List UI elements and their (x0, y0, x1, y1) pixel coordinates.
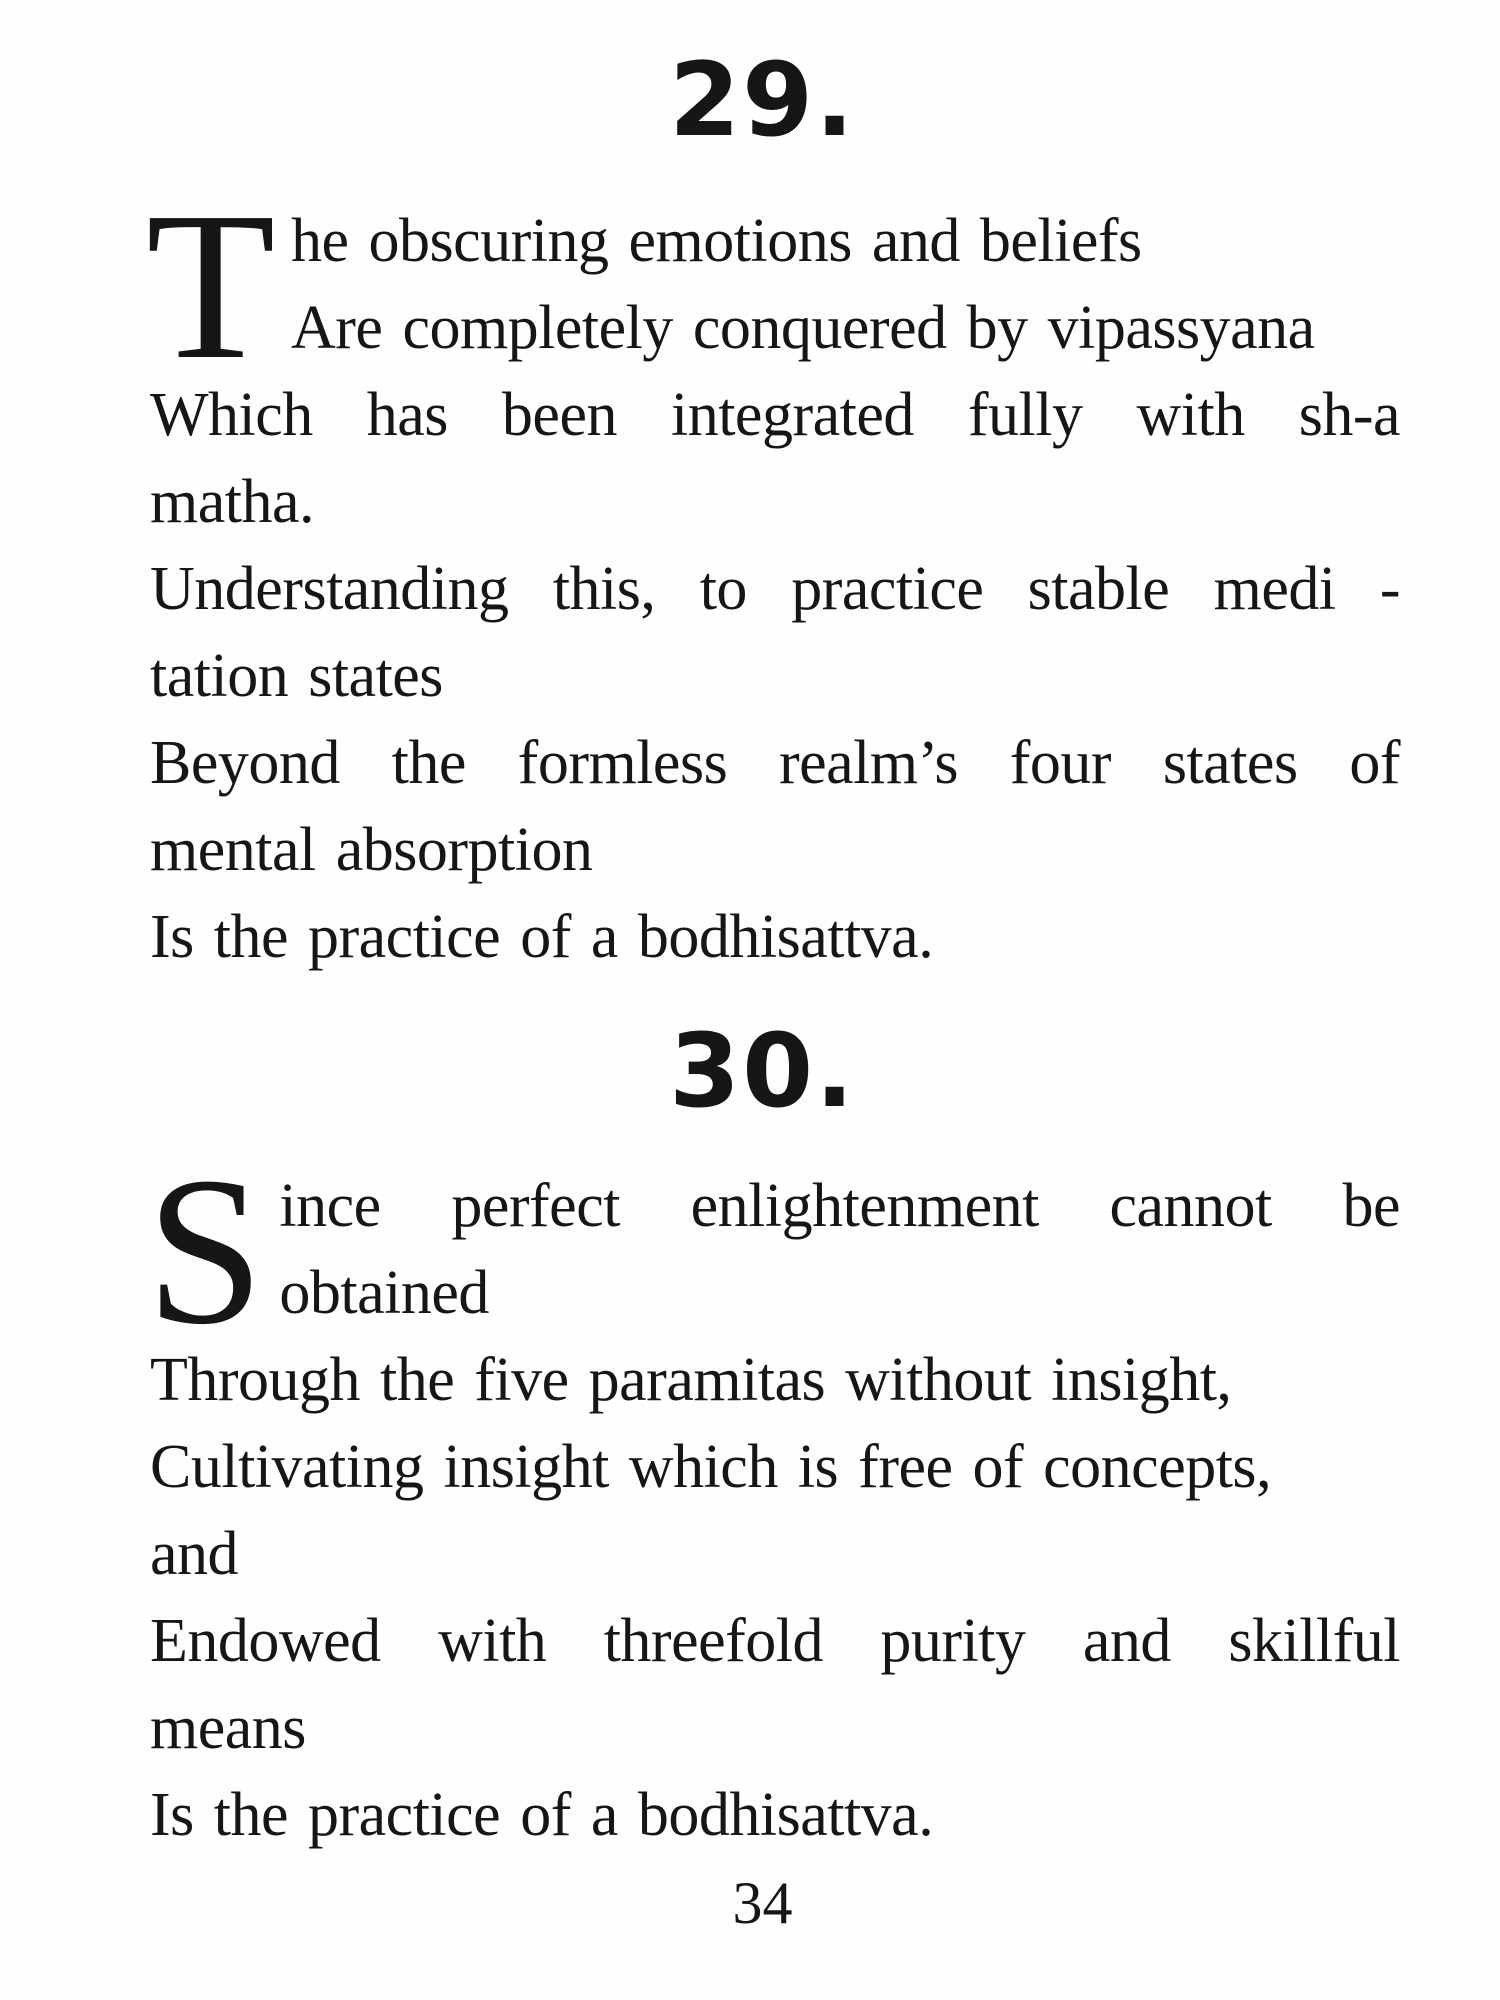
verse-heading-29: 29. (669, 41, 856, 160)
verse-line: Cultivating insight which is free of concepts, (150, 1433, 1272, 1501)
verse-line: matha. (150, 468, 314, 536)
verse-29 (146, 168, 1400, 981)
verse-line: Is the practice of a bodhisattva. (150, 1781, 934, 1849)
page-number: 34 (732, 1870, 793, 1936)
drop-cap-S: S (146, 1133, 264, 1368)
verse-line: he obscuring emotions and beliefs (291, 207, 1142, 275)
verse-line: ince perfect enlightenment cannot be (279, 1172, 1400, 1240)
verse-heading-30: 30. (669, 1012, 856, 1131)
verse-line: tation states (150, 642, 443, 710)
verse-line: Through the five paramitas without insight, (150, 1346, 1232, 1414)
verse-line: means (150, 1694, 306, 1762)
verse-line: and (150, 1520, 239, 1588)
verse-line: mental absorption (150, 816, 593, 884)
verse-line: Is the practice of a bodhisattva. (150, 903, 934, 971)
verse-line: obtained (279, 1259, 489, 1327)
verse-line: Which has been integrated fully with sh-a (150, 381, 1400, 449)
verse-line: Understanding this, to practice stable medi - (150, 555, 1400, 623)
verse-30 (146, 1133, 1400, 1859)
drop-cap-T: T (146, 168, 275, 403)
verse-line: Beyond the formless realm’s four states of (150, 729, 1400, 797)
verse-line: Are completely conquered by vipassyana (291, 294, 1315, 362)
verse-line: Endowed with threefold purity and skillful (150, 1607, 1400, 1675)
